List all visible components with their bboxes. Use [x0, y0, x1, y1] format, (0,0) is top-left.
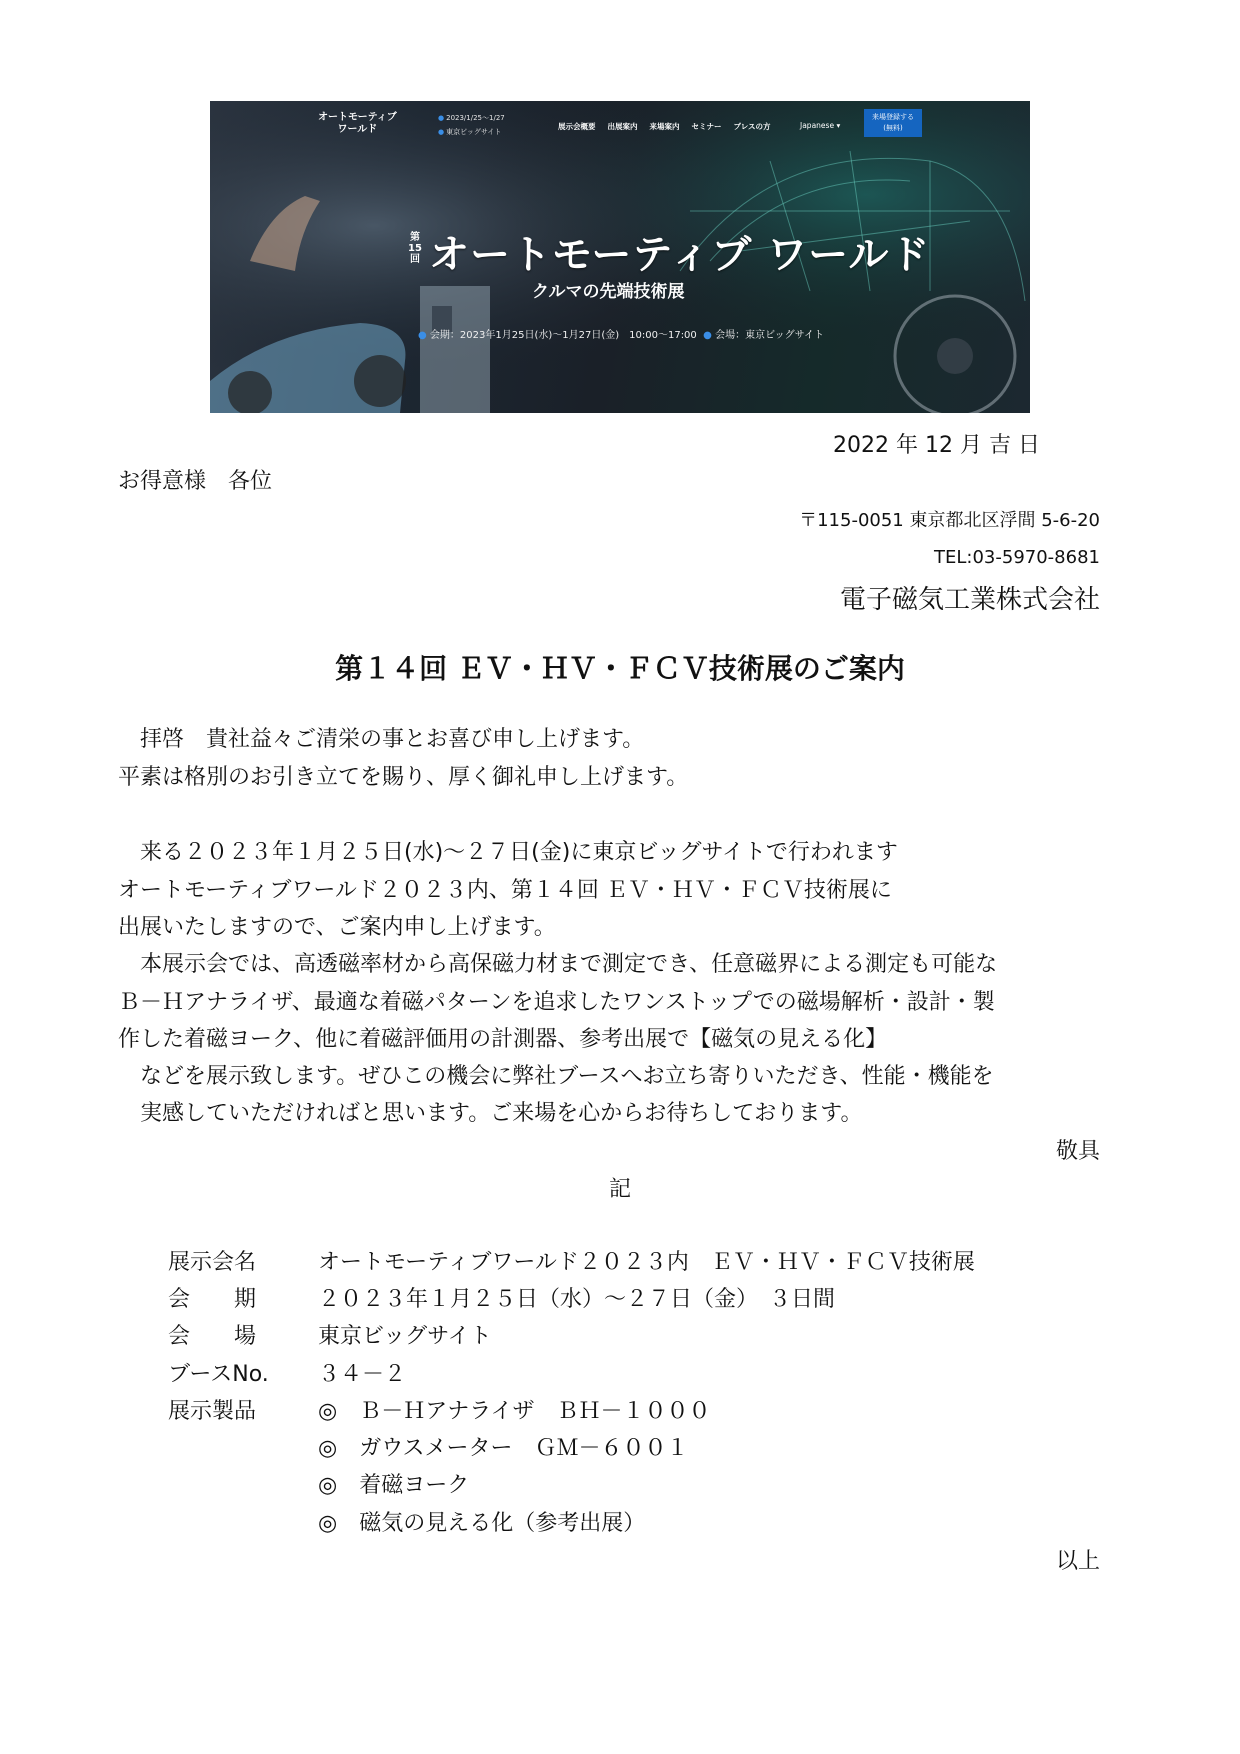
body-line: 出展いたしますので、ご案内申し上げます。 [118, 915, 556, 940]
nav-item-visitor[interactable]: 来場案内 [649, 122, 680, 131]
closing-keigu: 敬具 [1055, 1139, 1100, 1164]
language-selector[interactable]: Japanese ▾ [800, 121, 841, 130]
body-line: オートモーティブワールド２０２３内、第１４回 ＥＶ・ＨＶ・ＦＣＶ技術展に [118, 878, 892, 903]
nav-item-exhibitor[interactable]: 出展案内 [607, 122, 638, 131]
banner-title: オートモーティブ ワールド [429, 232, 931, 278]
closing-ijo: 以上 [1055, 1549, 1100, 1574]
banner-period: 会期：2023年1月25日(水)～1月27日(金) 10:00～17:00 [429, 330, 697, 341]
banner-venue-info: 会場：東京ビッグサイト [715, 330, 824, 341]
nav-item-seminar[interactable]: セミナー [691, 122, 722, 131]
banner-info [418, 326, 824, 341]
detail-label-products: 展示製品 [168, 1399, 257, 1424]
banner-logo-text: オートモーティブ ワールド [318, 112, 397, 135]
body-line: Ｂ－Ｈアナライザ、最適な着磁パターンを追求したワンストップでの磁場解析・設計・製 [118, 990, 995, 1015]
banner-logo[interactable] [318, 112, 397, 136]
body-line: 本展示会では、高透磁率材から高保磁力材まで測定でき、任意磁界による測定も可能な [118, 952, 998, 977]
body-line: 平素は格別のお引き立てを賜り、厚く御礼申し上げます。 [118, 765, 689, 790]
edition-badge [405, 232, 425, 265]
banner-dates: 2023/1/25～1/27 [446, 114, 505, 122]
sender-address: 〒115-0051 東京都北区浮間 5-6-20 [799, 510, 1100, 531]
product-item: ◎ Ｂ－Ｈアナライザ ＢＨ－１０００ [318, 1399, 711, 1424]
calendar-icon: ● [438, 114, 445, 122]
body-line: 実感していただければと思います。ご来場を心からお待ちしております。 [118, 1101, 863, 1126]
body-line: 作した着磁ヨーク、他に着磁評価用の計測器、参考出展で【磁気の見える化】 [118, 1027, 888, 1052]
detail-value-venue: 東京ビッグサイト [318, 1324, 492, 1349]
detail-value-booth: ３４－２ [318, 1362, 407, 1387]
body-line: などを展示致します。ぜひこの機会に弊社ブースへお立ち寄りいただき、性能・機能を [118, 1064, 994, 1089]
letter-title: 第１４回 ＥＶ・ＨＶ・ＦＣＶ技術展のご案内 [335, 652, 905, 685]
banner-subtitle: クルマの先端技術展 [532, 282, 685, 302]
map-pin-icon: ● [438, 128, 445, 136]
banner-date-venue [438, 111, 505, 139]
product-item: ◎ ガウスメーター ＧＭ－６００１ [318, 1436, 689, 1461]
detail-value-name: オートモーティブワールド２０２３内 ＥＶ・ＨＶ・ＦＣＶ技術展 [318, 1250, 975, 1275]
addressee: お得意様 各位 [118, 469, 273, 494]
registration-button-label: 来場登録する (無料) [872, 113, 914, 132]
clock-icon: ● [418, 330, 427, 341]
nav-item-press[interactable]: プレスの方 [733, 122, 771, 131]
letter-date: 2022 年 12 月 吉 日 [833, 433, 1040, 458]
detail-label-booth: ブースNo. [168, 1362, 269, 1387]
ki-heading: 記 [608, 1177, 631, 1202]
banner-nav-menu [558, 121, 770, 132]
venue-pin-icon: ● [703, 330, 712, 341]
edition-badge-text: 第 15 回 [408, 232, 422, 265]
body-line: 拝啓 貴社益々ご清栄の事とお喜び申し上げます。 [118, 727, 645, 752]
detail-label-name: 展示会名 [168, 1250, 257, 1275]
detail-value-period: ２０２３年１月２５日（水）～２７日（金） ３日間 [318, 1287, 836, 1312]
visitor-registration-button[interactable] [864, 109, 922, 137]
exhibition-banner [210, 101, 1030, 413]
banner-venue: 東京ビッグサイト [446, 128, 502, 136]
sender-tel: TEL:03-5970-8681 [934, 547, 1100, 568]
sender-company: 電子磁気工業株式会社 [839, 585, 1100, 615]
product-item: ◎ 着磁ヨーク [318, 1473, 470, 1498]
detail-label-venue: 会 場 [168, 1324, 257, 1349]
product-item: ◎ 磁気の見える化（参考出展） [318, 1511, 646, 1536]
detail-label-period: 会 期 [168, 1287, 257, 1312]
nav-item-overview[interactable]: 展示会概要 [558, 122, 596, 131]
body-line: 来る２０２３年１月２５日(水)～２７日(金)に東京ビッグサイトで行われます [118, 840, 898, 865]
